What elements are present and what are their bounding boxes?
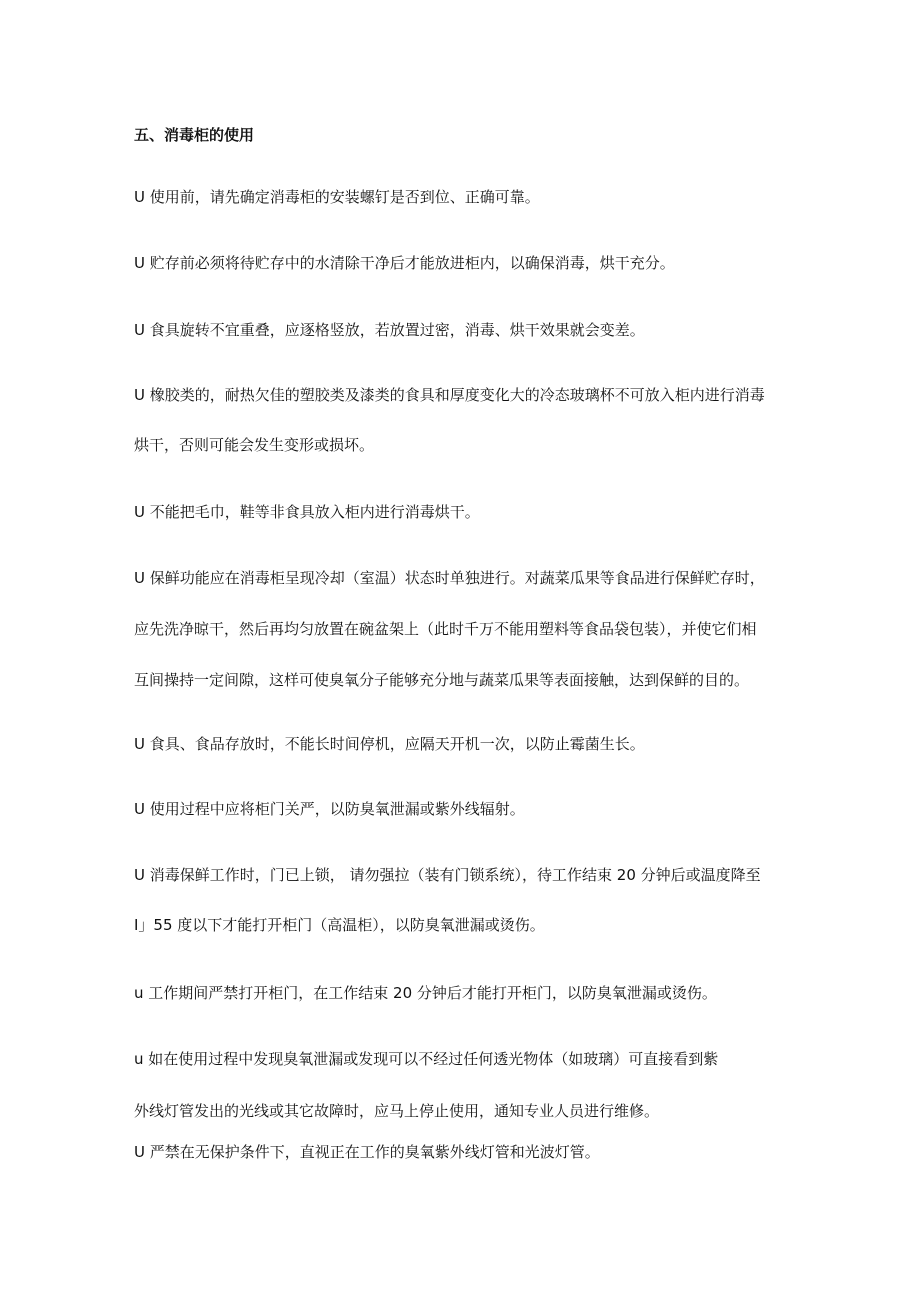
paragraph-line: U 食具旋转不宜重叠，应逐格竖放，若放置过密，消毒、烘干效果就会变差。: [134, 321, 645, 339]
paragraph-line: 互间操持一定间隙，这样可使臭氧分子能够充分地与蔬菜瓜果等表面接触，达到保鲜的目的。: [134, 671, 750, 689]
paragraph-line: U 橡胶类的，耐热欠佳的塑胶类及漆类的食具和厚度变化大的冷态玻璃杯不可放入柜内进行消毒: [134, 386, 765, 404]
paragraph-line: u 如在使用过程中发现臭氧泄漏或发现可以不经过任何透光物体（如玻璃）可直接看到紫: [134, 1050, 719, 1068]
paragraph-2: [134, 252, 796, 274]
paragraph-line: U 使用过程中应将柜门关严，以防臭氧泄漏或紫外线辐射。: [134, 800, 525, 818]
paragraph-line: 烘干，否则可能会发生变形或损坏。: [134, 436, 375, 454]
paragraph-3: [134, 319, 796, 341]
section-title: 五、消毒柜的使用: [134, 126, 255, 144]
paragraph-12: [134, 1141, 796, 1163]
paragraph-1: [134, 186, 796, 208]
paragraph-4: [134, 384, 796, 456]
paragraph-line: 应先洗净晾干，然后再均匀放置在碗盆架上（此时千万不能用塑料等食品袋包装），并使它们相: [134, 620, 757, 638]
paragraph-line: U 使用前，请先确定消毒柜的安装螺钉是否到位、正确可靠。: [134, 188, 540, 206]
paragraph-6: [134, 567, 796, 691]
paragraph-11: [134, 1048, 796, 1122]
paragraph-8: [134, 798, 796, 820]
paragraph-line: 外线灯管发出的光线或其它故障时，应马上停止使用，通知专业人员进行维修。: [134, 1102, 660, 1120]
paragraph-line: U 严禁在无保护条件下，直视正在工作的臭氧紫外线灯管和光波灯管。: [134, 1143, 600, 1161]
paragraph-line: U 贮存前必须将待贮存中的水清除干净后才能放进柜内，以确保消毒，烘干充分。: [134, 254, 675, 272]
paragraph-line: I」55 度以下才能打开柜门（高温柜），以防臭氧泄漏或烫伤。: [134, 916, 545, 934]
paragraph-7: [134, 733, 796, 755]
paragraph-line: u 工作期间严禁打开柜门，在工作结束 20 分钟后才能打开柜门，以防臭氧泄漏或烫伤。: [134, 984, 717, 1002]
paragraph-5: [134, 501, 796, 523]
paragraph-9: [134, 864, 796, 936]
paragraph-line: U 消毒保鲜工作时，门已上锁， 请勿强拉（装有门锁系统），待工作结束 20 分钟后或温度降至: [134, 866, 761, 884]
paragraph-line: U 保鲜功能应在消毒柜呈现冷却（室温）状态时单独进行。对蔬菜瓜果等食品进行保鲜贮存时，: [134, 569, 765, 587]
paragraph-10: [134, 982, 796, 1004]
paragraph-line: U 食具、食品存放时，不能长时间停机，应隔天开机一次，以防止霉菌生长。: [134, 735, 645, 753]
paragraph-line: U 不能把毛巾，鞋等非食具放入柜内进行消毒烘干。: [134, 503, 480, 521]
